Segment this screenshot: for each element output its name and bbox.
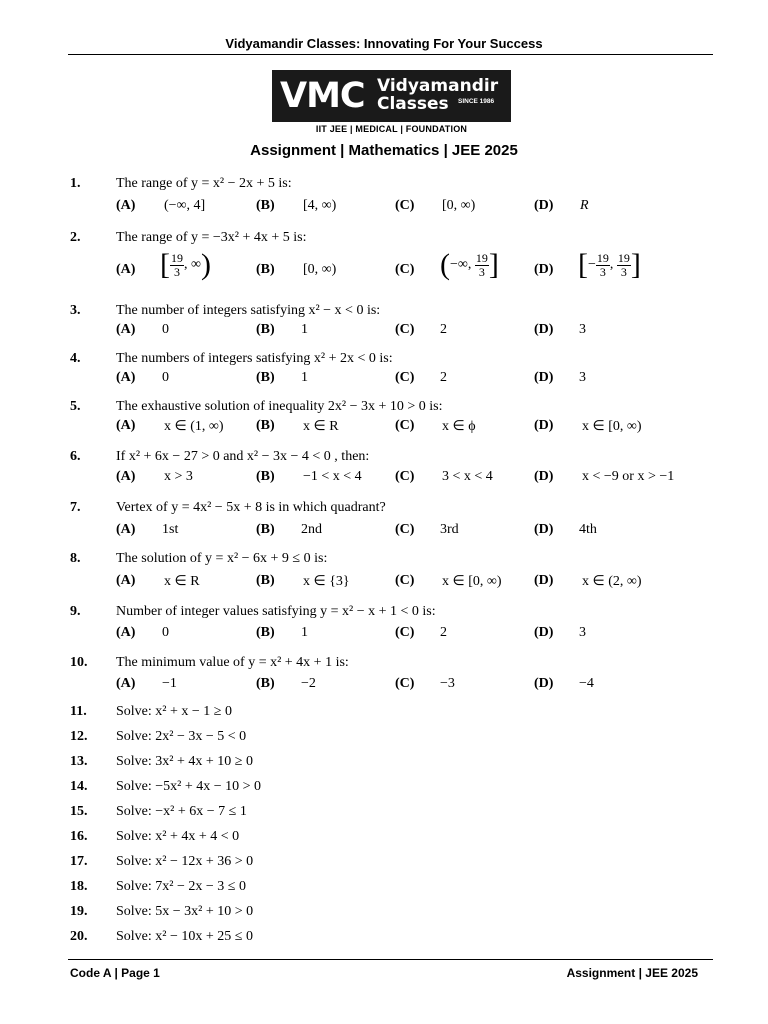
option-label-b: (B) — [256, 262, 275, 277]
question-text: The numbers of integers satisfying x² + 2x < 0 is: — [116, 351, 393, 366]
option-label-a: (A) — [116, 370, 136, 385]
option-d[interactable]: x ∈ (2, ∞) — [582, 574, 642, 589]
option-label-d: (D) — [534, 573, 554, 588]
question-number: 16. — [70, 829, 88, 844]
question-number: 14. — [70, 779, 88, 794]
question-number: 2. — [70, 230, 81, 245]
question-number: 15. — [70, 804, 88, 819]
option-label-d: (D) — [534, 625, 554, 640]
question-text: Solve: −5x² + 4x − 10 > 0 — [116, 779, 262, 794]
sheet-title: Assignment | Mathematics | JEE 2025 — [250, 142, 518, 159]
option-a[interactable]: [ $\frac{19}{3}$ , ∞) — [160, 248, 211, 281]
question-number: 12. — [70, 729, 88, 744]
logo-since: SINCE 1986 — [458, 98, 495, 105]
logo-tagline: IIT JEE | MEDICAL | FOUNDATION — [315, 124, 468, 134]
option-label-d: (D) — [534, 418, 554, 433]
question-text: Number of integer values satisfying y = x² − x + 1 < 0 is: — [116, 604, 436, 619]
option-label-a: (A) — [116, 625, 136, 640]
option-label-b: (B) — [256, 625, 275, 640]
question-text: The minimum value of y = x² + 4x + 1 is: — [116, 655, 349, 670]
option-d[interactable]: x < −9 or x > −1 — [582, 469, 675, 484]
option-label-d: (D) — [534, 676, 554, 691]
question-number: 7. — [70, 500, 81, 515]
option-label-c: (C) — [395, 418, 415, 433]
option-d[interactable]: −4 — [579, 676, 594, 691]
question-text: Solve: 2x² − 3x − 5 < 0 — [116, 729, 247, 744]
question-text: Solve: 7x² − 2x − 3 ≤ 0 — [116, 879, 246, 894]
option-c[interactable]: 2 — [440, 625, 447, 640]
running-header: Vidyamandir Classes: Innovating For Your Success — [225, 36, 543, 51]
option-label-b: (B) — [256, 418, 275, 433]
option-d[interactable]: 3 — [579, 322, 586, 337]
option-c[interactable]: x ∈ ϕ — [442, 419, 476, 434]
option-label-b: (B) — [256, 370, 275, 385]
option-label-b: (B) — [256, 676, 275, 691]
option-label-b: (B) — [256, 573, 275, 588]
option-label-a: (A) — [116, 262, 136, 277]
option-b[interactable]: −1 < x < 4 — [303, 469, 362, 484]
question-number: 3. — [70, 303, 81, 318]
option-a[interactable]: 0 — [162, 322, 169, 337]
option-label-c: (C) — [395, 522, 415, 537]
option-label-c: (C) — [395, 262, 415, 277]
question-text: Solve: 5x − 3x² + 10 > 0 — [116, 904, 254, 919]
option-d[interactable]: [− $\frac{19}{3}$ , $\frac{19}{3}$ ] — [578, 248, 641, 281]
option-c[interactable]: 3 < x < 4 — [442, 469, 493, 484]
question-text: Solve: x² + 4x + 4 < 0 — [116, 829, 240, 844]
footer-divider — [68, 959, 713, 960]
option-d[interactable]: 4th — [579, 522, 597, 537]
vmc-logo — [272, 70, 511, 122]
option-label-b: (B) — [256, 469, 275, 484]
option-a[interactable]: x > 3 — [164, 469, 193, 484]
question-text: Solve: x² + x − 1 ≥ 0 — [116, 704, 232, 719]
option-b[interactable]: 1 — [301, 625, 308, 640]
option-c[interactable]: [0, ∞) — [442, 198, 476, 213]
question-text: Solve: x² − 12x + 36 > 0 — [116, 854, 254, 869]
option-c[interactable]: x ∈ [0, ∞) — [442, 574, 502, 589]
option-label-c: (C) — [395, 198, 415, 213]
option-b[interactable]: [4, ∞) — [303, 198, 337, 213]
option-b[interactable]: x ∈ {3} — [303, 574, 350, 589]
option-d[interactable]: x ∈ [0, ∞) — [582, 419, 642, 434]
option-b[interactable]: 2nd — [301, 522, 322, 537]
option-label-c: (C) — [395, 370, 415, 385]
footer-assignment-label: Assignment | JEE 2025 — [566, 966, 698, 980]
option-label-d: (D) — [534, 198, 554, 213]
logo-mark: VMC — [280, 76, 365, 116]
option-d[interactable]: 3 — [579, 625, 586, 640]
question-number: 6. — [70, 449, 81, 464]
question-number: 5. — [70, 399, 81, 414]
option-label-d: (D) — [534, 370, 554, 385]
option-label-d: (D) — [534, 522, 554, 537]
option-label-c: (C) — [395, 573, 415, 588]
option-label-b: (B) — [256, 522, 275, 537]
option-b[interactable]: [0, ∞) — [303, 262, 337, 277]
question-text: The exhaustive solution of inequality 2x² − 3x + 10 > 0 is: — [116, 399, 443, 414]
option-b[interactable]: −2 — [301, 676, 316, 691]
question-number: 17. — [70, 854, 88, 869]
question-number: 19. — [70, 904, 88, 919]
option-label-a: (A) — [116, 198, 136, 213]
question-text: The range of y = −3x² + 4x + 5 is: — [116, 230, 307, 245]
question-number: 10. — [70, 655, 88, 670]
question-text: Vertex of y = 4x² − 5x + 8 is in which quadrant? — [116, 500, 386, 515]
option-a[interactable]: x ∈ R — [164, 574, 200, 589]
option-b[interactable]: 1 — [301, 370, 308, 385]
option-label-c: (C) — [395, 676, 415, 691]
option-b[interactable]: 1 — [301, 322, 308, 337]
option-label-d: (D) — [534, 322, 554, 337]
question-number: 4. — [70, 351, 81, 366]
option-c[interactable]: 2 — [440, 370, 447, 385]
footer-page-info: Code A | Page 1 — [70, 966, 160, 980]
option-label-a: (A) — [116, 573, 136, 588]
question-number: 8. — [70, 551, 81, 566]
option-label-b: (B) — [256, 198, 275, 213]
option-a[interactable]: 0 — [162, 370, 169, 385]
question-number: 11. — [70, 704, 87, 719]
option-a[interactable]: 0 — [162, 625, 169, 640]
header-divider — [68, 54, 713, 55]
option-c[interactable]: (−∞, $\frac{19}{3}$ ] — [440, 248, 499, 281]
option-a[interactable]: x ∈ (1, ∞) — [164, 419, 224, 434]
option-a[interactable]: −1 — [162, 676, 177, 691]
option-label-b: (B) — [256, 322, 275, 337]
option-label-a: (A) — [116, 522, 136, 537]
question-text: If x² + 6x − 27 > 0 and x² − 3x − 4 < 0 , then: — [116, 449, 370, 464]
option-label-a: (A) — [116, 418, 136, 433]
logo-name: Vidyamandir Classes — [377, 76, 499, 114]
option-label-c: (C) — [395, 469, 415, 484]
option-a[interactable]: 1st — [162, 522, 179, 537]
option-label-d: (D) — [534, 262, 554, 277]
question-text: Solve: x² − 10x + 25 ≤ 0 — [116, 929, 253, 944]
option-label-a: (A) — [116, 469, 136, 484]
question-number: 1. — [70, 176, 81, 191]
question-text: The number of integers satisfying x² − x < 0 is: — [116, 303, 381, 318]
option-b[interactable]: x ∈ R — [303, 419, 339, 434]
question-number: 13. — [70, 754, 88, 769]
question-number: 18. — [70, 879, 88, 894]
option-c[interactable]: 2 — [440, 322, 447, 337]
option-label-a: (A) — [116, 676, 136, 691]
option-label-c: (C) — [395, 322, 415, 337]
question-number: 20. — [70, 929, 88, 944]
option-d[interactable]: R — [580, 198, 589, 213]
question-text: Solve: 3x² + 4x + 10 ≥ 0 — [116, 754, 253, 769]
question-number: 9. — [70, 604, 81, 619]
option-d[interactable]: 3 — [579, 370, 586, 385]
option-label-a: (A) — [116, 322, 136, 337]
question-text: Solve: −x² + 6x − 7 ≤ 1 — [116, 804, 247, 819]
option-c[interactable]: −3 — [440, 676, 455, 691]
option-a[interactable]: (−∞, 4] — [164, 198, 206, 213]
question-text: The solution of y = x² − 6x + 9 ≤ 0 is: — [116, 551, 328, 566]
option-label-c: (C) — [395, 625, 415, 640]
option-c[interactable]: 3rd — [440, 522, 459, 537]
question-text: The range of y = x² − 2x + 5 is: — [116, 176, 292, 191]
option-label-d: (D) — [534, 469, 554, 484]
